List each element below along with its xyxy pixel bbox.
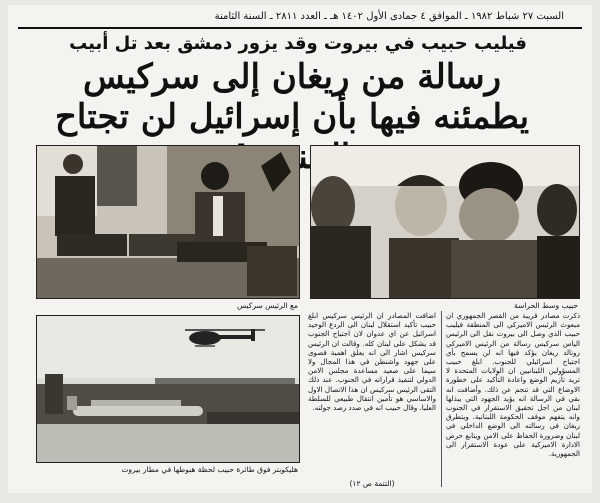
- article-column-middle: اضافت المصادر ان الرئيس سركيس ابلغ حبيب تأكيد استقلال لبنان الى الردع الوحيد اسرائيل عن اي عدوان لان اجتياح الجنوب قد يشكل على لبنان كله. وقالت ان الرئيس سركيس اشار الى انه يعلق اهمية قصوى على جهود واشنطن في هذا المجال ولا سيما على صعيد مساعدة مجلس الامن الدولي لتنفيذ قراراته في الجنوب. عند ذلك التقى الرئيس سركيس ان هذا الاتصال الاول والاساسي هو تأمين انتقال طبيعي للسلطة العليا. وقال حبيب انه في صدد رصد جولته.: [308, 311, 436, 413]
- dateline: السبت ٢٧ شباط ١٩٨٢ ـ الموافق ٤ جمادى الأول ١٤٠٢ هـ ـ العدد ٢٨١١ ـ السنة الثامنة: [214, 11, 564, 22]
- crowd-caption: حبيب وسط الحراسة: [513, 301, 578, 310]
- newspaper-page: [8, 5, 592, 493]
- crowd-photo: [310, 145, 580, 299]
- column-divider: [441, 311, 442, 487]
- meeting-photo: [36, 145, 300, 299]
- helicopter-caption: هليكوبتر فوق طائرة حبيب لحظة هبوطها في مطار بيروت: [121, 465, 298, 474]
- helicopter-photo: [36, 315, 300, 463]
- main-headline-line2: يطمئنه فيها بأن إسرائيل لن تجتاح: [54, 97, 530, 137]
- meeting-caption: مع الرئيس سركيس: [236, 301, 298, 310]
- main-headline-line1: رسالة من ريغان إلى سركيس: [82, 57, 502, 97]
- continued-note: (التتمة ص ١٢): [349, 479, 395, 488]
- kicker-headline: فيليب حبيب في بيروت وقد يزور دمشق بعد تل أبيب: [69, 33, 527, 54]
- article-column-right: ذكرت مصادر قريبة من القصر الجمهوري ان مبعوث الرئيس الاميركي الى المنطقة فيليب حبيب الذي وصل الى بيروت نقل الى الرئيس الياس سركيس رسالة من الرئيس الاميركي رونالد ريغان يؤكد فيها انه لن يسمح بأي اجتياح اسرائيلي للجنوب. ابلغ حبيب المسؤولين اللبنانيين ان الولايات المتحدة لا تريد تأزيم الوضع واعادة التأكيد على خطورة الاوضاع التي قد تنجم عن ذلك. وأضافت انه بقي في الرسالة انه يؤيد الجهود التي يبذلها لبنان من اجل تحقيق الاستقرار في الجنوب وانه يتفهم موقف الحكومة اللبنانية. ويتطرق ريغان في رسالته الى الوضع الداخلي في لبنان وضرورة الحفاظ على الامن ويتابع حرص الادارة الاميركية على عودة الاستقرار الى الجمهورية.: [446, 311, 580, 459]
- header-rule: [18, 27, 582, 29]
